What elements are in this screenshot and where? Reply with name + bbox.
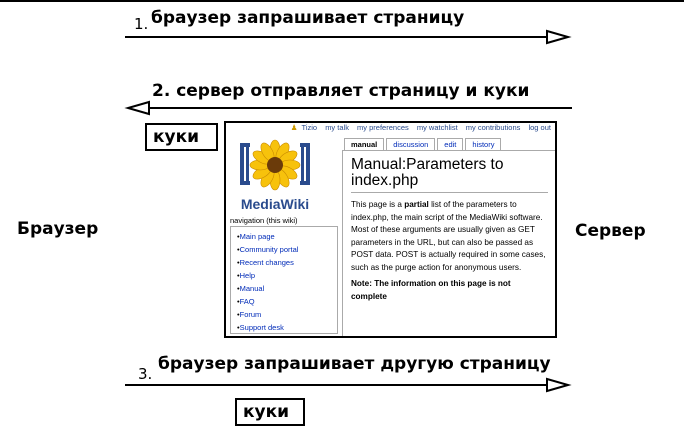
nav-item-forum[interactable]: • Forum [237,308,337,321]
intro-text-bold: partial [404,200,429,209]
browser-label: Браузер [17,219,99,239]
navigation-heading: navigation (this wiki) [230,216,298,225]
nav-item-recent-changes[interactable]: • Recent changes [237,256,337,269]
personal-link-contributions[interactable]: my contributions [465,123,521,132]
mediawiki-logo[interactable] [236,135,314,215]
page-tabs [344,138,503,150]
sunflower-icon [236,135,314,215]
tab-edit[interactable]: edit [437,138,463,150]
personal-link-talk[interactable]: my talk [325,123,349,132]
personal-link-user[interactable]: Tizio [301,123,318,132]
nav-item-main-page[interactable]: • Main page [237,230,337,243]
arrow-request-1 [125,31,568,43]
intro-text-after: list of the parameters to index.php, the main script of the MediaWiki software. Most of these arguments are usually given as GET parameters in the URL, but can also be passed as POST data. POST is actually required in some cases, such as the purge action for anonymous users. [351,200,546,272]
step3-label: браузер запрашивает другую страницу [158,354,551,374]
nav-item-manual[interactable]: • Manual [237,282,337,295]
personal-link-preferences[interactable]: my preferences [357,123,409,132]
step3-number: 3. [138,365,153,383]
note-text: Note: The information on this page is not complete [351,279,511,301]
personal-links [226,123,555,135]
step1-number: 1. [134,15,149,33]
wiki-page-screenshot [224,121,557,338]
tab-history[interactable]: history [465,138,501,150]
personal-link-watchlist[interactable]: my watchlist [416,123,458,132]
page-title: Manual:Parameters to index.php [351,157,548,193]
intro-paragraph [351,199,548,274]
nav-item-community-portal[interactable]: • Community portal [237,243,337,256]
cookie-box-request: куки [235,398,305,426]
logo-text: MediaWiki [240,196,310,212]
arrow-response-2 [128,102,572,114]
nav-item-support-desk[interactable]: • Support desk [237,321,337,334]
arrow-request-3 [125,379,568,391]
user-icon: ♟ [290,123,298,132]
step2-label: 2. сервер отправляет страницу и куки [152,81,530,101]
nav-item-help[interactable]: • Help [237,269,337,282]
step1-label: браузер запрашивает страницу [151,8,465,28]
server-label: Сервер [575,221,646,241]
cookie-box-response: куки [145,123,218,151]
tab-discussion[interactable]: discussion [386,138,435,150]
navigation-box [230,226,338,334]
tab-manual[interactable]: manual [344,138,384,150]
page-content [342,150,556,338]
personal-link-logout[interactable]: log out [528,123,551,132]
intro-text-before: This page is a [351,200,405,209]
nav-item-faq[interactable]: • FAQ [237,295,337,308]
